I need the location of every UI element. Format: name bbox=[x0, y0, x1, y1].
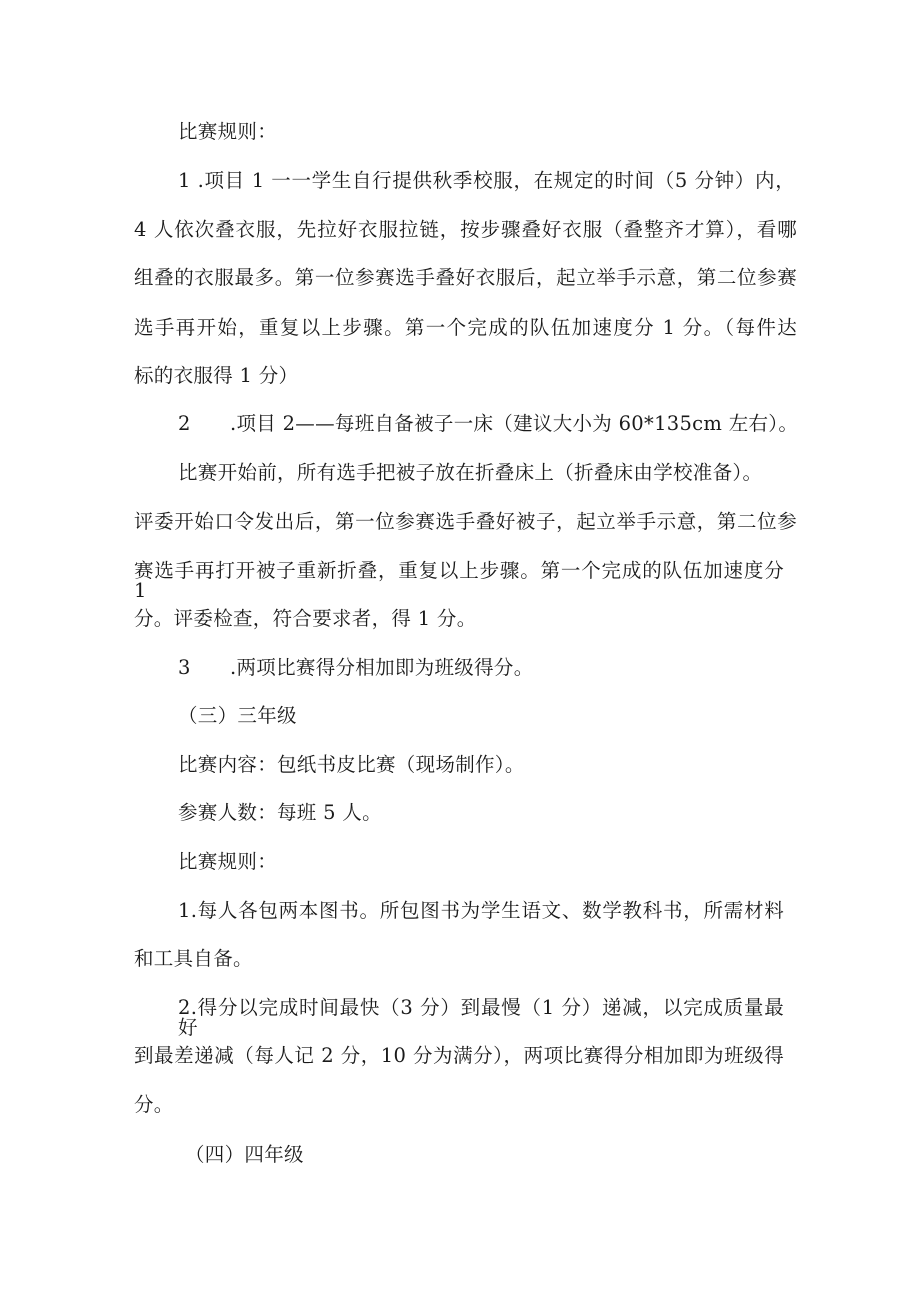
section3-heading: （三）三年级 bbox=[178, 704, 297, 727]
item1-line3: 组叠的衣服最多。第一位参赛选手叠好衣服后，起立举手示意，第二位参赛 bbox=[134, 266, 797, 289]
rules-heading-2: 比赛规则： bbox=[178, 850, 278, 873]
quilt-line4: 分。评委检查，符合要求者，得 1 分。 bbox=[134, 607, 477, 630]
g3-item2-line3: 分。 bbox=[134, 1093, 174, 1116]
content-line: 比赛内容：包纸书皮比赛（现场制作）。 bbox=[178, 753, 525, 776]
g3-item2-line2: 到最差递减（每人记 2 分，10 分为满分），两项比赛得分相加即为班级得 bbox=[134, 1044, 784, 1067]
item1-line4: 选手再开始，重复以上步骤。第一个完成的队伍加速度分 1 分。（每件达 bbox=[134, 316, 797, 339]
g3-item1-line1: 1.每人各包两本图书。所包图书为学生语文、数学教科书，所需材料 bbox=[178, 899, 784, 922]
g3-item2-line1: 2.得分以完成时间最快（3 分）到最慢（1 分）递减，以完成质量最好 bbox=[178, 996, 784, 1039]
item2-number: 2 bbox=[178, 412, 191, 435]
g3-item1-line2: 和工具自备。 bbox=[134, 947, 253, 970]
item3-number: 3 bbox=[178, 656, 191, 679]
quilt-line3: 赛选手再打开被子重新折叠，重复以上步骤。第一个完成的队伍加速度分 1 bbox=[134, 559, 784, 602]
item1-line5: 标的衣服得 1 分） bbox=[134, 364, 299, 387]
section4-heading: （四）四年级 bbox=[185, 1143, 304, 1166]
item1-line1: 1 .项目 1 一一学生自行提供秋季校服，在规定的时间（5 分钟）内， bbox=[178, 169, 795, 192]
rules-heading: 比赛规则： bbox=[178, 120, 278, 143]
item2-line1: .项目 2——每班自备被子一床（建议大小为 60*135cm 左右）。 bbox=[230, 412, 799, 435]
participants-line: 参赛人数：每班 5 人。 bbox=[178, 801, 382, 824]
item1-line2: 4 人依次叠衣服，先拉好衣服拉链，按步骤叠好衣服（叠整齐才算），看哪 bbox=[134, 218, 797, 241]
quilt-line1: 比赛开始前，所有选手把被子放在折叠床上（折叠床由学校准备）。 bbox=[178, 461, 763, 484]
quilt-line2: 评委开始口令发出后，第一位参赛选手叠好被子，起立举手示意，第二位参 bbox=[134, 510, 797, 533]
item3-line1: .两项比赛得分相加即为班级得分。 bbox=[230, 656, 534, 679]
